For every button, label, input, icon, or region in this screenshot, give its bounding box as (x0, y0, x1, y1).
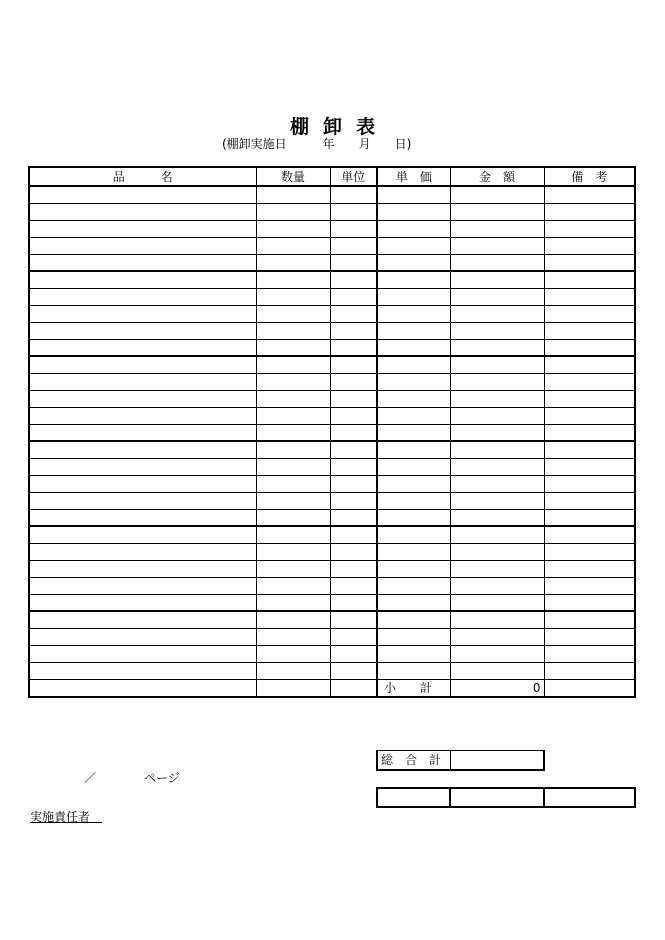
cell-unit-price[interactable] (377, 203, 450, 220)
cell-unit-price[interactable] (377, 186, 450, 203)
table-row (29, 373, 635, 390)
cell-unit[interactable] (330, 441, 377, 458)
subtotal-label: 小 計 (377, 679, 450, 697)
cell-unit-price[interactable] (377, 220, 450, 237)
cell-amount[interactable] (450, 441, 544, 458)
cell-amount[interactable] (450, 509, 544, 526)
cell-item-name[interactable] (29, 645, 256, 662)
cell-amount[interactable] (450, 220, 544, 237)
cell-unit-price[interactable] (377, 662, 450, 679)
cell-remarks[interactable] (544, 305, 635, 322)
cell-amount[interactable] (450, 526, 544, 543)
cell-unit-price[interactable] (377, 594, 450, 611)
cell-item-name[interactable] (29, 373, 256, 390)
cell-remarks[interactable] (544, 339, 635, 356)
cell-quantity[interactable] (256, 288, 330, 305)
cell-unit[interactable] (330, 271, 377, 288)
cell-unit-price[interactable] (377, 407, 450, 424)
summary-cell[interactable] (450, 788, 544, 807)
cell-unit-price[interactable] (377, 271, 450, 288)
cell-unit[interactable] (330, 645, 377, 662)
cell-quantity[interactable] (256, 458, 330, 475)
cell-amount[interactable] (450, 271, 544, 288)
cell-amount[interactable] (450, 662, 544, 679)
cell-remarks[interactable] (544, 254, 635, 271)
table-row (29, 339, 635, 356)
cell-unit[interactable] (330, 254, 377, 271)
cell-remarks[interactable] (544, 373, 635, 390)
table-row (29, 458, 635, 475)
table-row (29, 305, 635, 322)
cell-amount[interactable] (450, 611, 544, 628)
cell-item-name[interactable] (29, 322, 256, 339)
cell-quantity[interactable] (256, 186, 330, 203)
cell-unit[interactable] (330, 628, 377, 645)
table-row (29, 220, 635, 237)
cell-unit[interactable] (330, 560, 377, 577)
grand-total-table (376, 750, 545, 771)
table-row (29, 203, 635, 220)
table-row (29, 492, 635, 509)
cell-unit-price[interactable] (377, 492, 450, 509)
summary-cell[interactable] (544, 788, 635, 807)
cell-quantity[interactable] (256, 322, 330, 339)
table-row (29, 441, 635, 458)
cell-unit-price[interactable] (377, 322, 450, 339)
subtotal-value: 0 (450, 679, 544, 697)
cell-quantity[interactable] (256, 339, 330, 356)
page-number: ／ ページ (84, 771, 180, 785)
cell-amount[interactable] (450, 186, 544, 203)
cell-unit-price[interactable] (377, 475, 450, 492)
cell-item-name[interactable] (29, 543, 256, 560)
cell-unit[interactable] (330, 679, 377, 697)
responsible-person-label: 実施責任者 (30, 810, 103, 824)
table-row (29, 509, 635, 526)
cell-amount[interactable] (450, 577, 544, 594)
cell-amount[interactable] (450, 390, 544, 407)
cell-remarks[interactable] (544, 390, 635, 407)
cell-unit[interactable] (330, 373, 377, 390)
cell-remarks[interactable] (544, 475, 635, 492)
cell-unit-price[interactable] (377, 458, 450, 475)
inventory-date: (棚卸実施日 年 月 日) (222, 137, 412, 151)
cell-unit-price[interactable] (377, 441, 450, 458)
cell-unit[interactable] (330, 356, 377, 373)
cell-item-name[interactable] (29, 271, 256, 288)
cell-remarks[interactable] (544, 458, 635, 475)
cell-unit[interactable] (330, 509, 377, 526)
cell-item-name[interactable] (29, 492, 256, 509)
cell-quantity[interactable] (256, 254, 330, 271)
cell-unit-price[interactable] (377, 611, 450, 628)
cell-unit[interactable] (330, 475, 377, 492)
cell-unit-price[interactable] (377, 254, 450, 271)
cell-amount[interactable] (450, 560, 544, 577)
cell-remarks[interactable] (544, 526, 635, 543)
cell-remarks[interactable] (544, 424, 635, 441)
cell-quantity[interactable] (256, 577, 330, 594)
cell-quantity[interactable] (256, 594, 330, 611)
cell-quantity[interactable] (256, 475, 330, 492)
cell-unit[interactable] (330, 305, 377, 322)
cell-item-name[interactable] (29, 424, 256, 441)
cell-unit[interactable] (330, 594, 377, 611)
table-row (29, 594, 635, 611)
cell-amount[interactable] (450, 458, 544, 475)
cell-amount[interactable] (450, 237, 544, 254)
cell-amount[interactable] (450, 424, 544, 441)
cell-amount[interactable] (450, 407, 544, 424)
cell-amount[interactable] (450, 203, 544, 220)
table-row (29, 543, 635, 560)
cell-unit-price[interactable] (377, 543, 450, 560)
cell-unit[interactable] (330, 322, 377, 339)
cell-quantity[interactable] (256, 441, 330, 458)
cell-amount[interactable] (450, 492, 544, 509)
table-row (29, 356, 635, 373)
cell-unit-price[interactable] (377, 356, 450, 373)
cell-item-name[interactable] (29, 339, 256, 356)
cell-amount[interactable] (450, 254, 544, 271)
cell-unit[interactable] (330, 390, 377, 407)
cell-unit[interactable] (330, 220, 377, 237)
table-row (29, 390, 635, 407)
column-header-remarks: 備 考 (544, 167, 635, 186)
cell-unit-price[interactable] (377, 424, 450, 441)
cell-quantity[interactable] (256, 305, 330, 322)
cell-item-name[interactable] (29, 220, 256, 237)
cell-item-name[interactable] (29, 560, 256, 577)
cell-amount[interactable] (450, 645, 544, 662)
summary-boxes (376, 787, 636, 808)
cell-unit-price[interactable] (377, 339, 450, 356)
table-row (29, 237, 635, 254)
cell-remarks[interactable] (544, 237, 635, 254)
cell-remarks[interactable] (544, 203, 635, 220)
cell-unit-price[interactable] (377, 237, 450, 254)
table-row (29, 288, 635, 305)
cell-unit-price[interactable] (377, 390, 450, 407)
cell-remarks[interactable] (544, 577, 635, 594)
cell-remarks[interactable] (544, 543, 635, 560)
cell-unit-price[interactable] (377, 577, 450, 594)
cell-amount[interactable] (450, 594, 544, 611)
cell-unit-price[interactable] (377, 373, 450, 390)
cell-unit[interactable] (330, 203, 377, 220)
cell-quantity[interactable] (256, 407, 330, 424)
cell-quantity[interactable] (256, 237, 330, 254)
table-row (29, 186, 635, 203)
cell-unit[interactable] (330, 458, 377, 475)
cell-quantity[interactable] (256, 492, 330, 509)
column-header-amount: 金 額 (450, 167, 544, 186)
cell-amount[interactable] (450, 475, 544, 492)
cell-item-name[interactable] (29, 662, 256, 679)
cell-item-name[interactable] (29, 390, 256, 407)
cell-unit[interactable] (330, 186, 377, 203)
table-row (29, 662, 635, 679)
cell-unit[interactable] (330, 492, 377, 509)
cell-unit[interactable] (330, 424, 377, 441)
cell-quantity[interactable] (256, 679, 330, 697)
table-row (29, 322, 635, 339)
cell-item-name[interactable] (29, 679, 256, 697)
cell-remarks[interactable] (544, 356, 635, 373)
table-row (29, 424, 635, 441)
cell-amount[interactable] (450, 373, 544, 390)
cell-amount[interactable] (450, 288, 544, 305)
cell-quantity[interactable] (256, 560, 330, 577)
cell-quantity[interactable] (256, 543, 330, 560)
table-row (29, 577, 635, 594)
cell-quantity[interactable] (256, 390, 330, 407)
cell-item-name[interactable] (29, 509, 256, 526)
table-row (29, 679, 635, 697)
cell-quantity[interactable] (256, 220, 330, 237)
cell-item-name[interactable] (29, 186, 256, 203)
table-row (29, 611, 635, 628)
grand-total-label: 総 合 計 (377, 751, 450, 770)
cell-amount[interactable] (450, 628, 544, 645)
table-row (29, 475, 635, 492)
column-header-quantity: 数量 (256, 167, 330, 186)
table-header-row (29, 167, 635, 186)
cell-remarks[interactable] (544, 288, 635, 305)
cell-item-name[interactable] (29, 305, 256, 322)
cell-remarks[interactable] (544, 492, 635, 509)
table-row (29, 645, 635, 662)
cell-quantity[interactable] (256, 203, 330, 220)
cell-amount[interactable] (450, 356, 544, 373)
cell-quantity[interactable] (256, 271, 330, 288)
column-header-unit: 単位 (330, 167, 377, 186)
cell-quantity[interactable] (256, 373, 330, 390)
cell-item-name[interactable] (29, 407, 256, 424)
cell-remarks[interactable] (544, 662, 635, 679)
cell-item-name[interactable] (29, 288, 256, 305)
cell-remarks[interactable] (544, 441, 635, 458)
table-row (29, 526, 635, 543)
cell-amount[interactable] (450, 339, 544, 356)
cell-unit[interactable] (330, 662, 377, 679)
table-row (29, 271, 635, 288)
cell-remarks[interactable] (544, 220, 635, 237)
cell-quantity[interactable] (256, 526, 330, 543)
cell-item-name[interactable] (29, 594, 256, 611)
cell-amount[interactable] (450, 305, 544, 322)
cell-item-name[interactable] (29, 526, 256, 543)
cell-unit-price[interactable] (377, 645, 450, 662)
table-row (29, 407, 635, 424)
cell-quantity[interactable] (256, 628, 330, 645)
cell-quantity[interactable] (256, 611, 330, 628)
cell-quantity[interactable] (256, 662, 330, 679)
cell-remarks[interactable] (544, 271, 635, 288)
cell-unit[interactable] (330, 526, 377, 543)
cell-remarks[interactable] (544, 594, 635, 611)
cell-unit-price[interactable] (377, 288, 450, 305)
cell-amount[interactable] (450, 322, 544, 339)
cell-amount[interactable] (450, 543, 544, 560)
cell-remarks[interactable] (544, 611, 635, 628)
cell-unit-price[interactable] (377, 628, 450, 645)
cell-remarks[interactable] (544, 322, 635, 339)
summary-cell[interactable] (377, 788, 450, 807)
table-row (29, 560, 635, 577)
cell-remarks[interactable] (544, 509, 635, 526)
cell-unit-price[interactable] (377, 305, 450, 322)
cell-item-name[interactable] (29, 356, 256, 373)
cell-unit[interactable] (330, 543, 377, 560)
cell-remarks[interactable] (544, 628, 635, 645)
cell-unit[interactable] (330, 611, 377, 628)
cell-item-name[interactable] (29, 475, 256, 492)
cell-unit[interactable] (330, 288, 377, 305)
cell-unit[interactable] (330, 237, 377, 254)
cell-unit-price[interactable] (377, 560, 450, 577)
table-row (29, 628, 635, 645)
grand-total-value[interactable] (450, 751, 544, 770)
cell-unit-price[interactable] (377, 526, 450, 543)
table-row (29, 254, 635, 271)
cell-remarks[interactable] (544, 407, 635, 424)
cell-item-name[interactable] (29, 611, 256, 628)
cell-remarks[interactable] (544, 186, 635, 203)
document-title: 棚卸表 (289, 116, 389, 138)
cell-item-name[interactable] (29, 577, 256, 594)
cell-quantity[interactable] (256, 356, 330, 373)
cell-unit-price[interactable] (377, 509, 450, 526)
cell-item-name[interactable] (29, 203, 256, 220)
cell-item-name[interactable] (29, 254, 256, 271)
cell-remarks[interactable] (544, 560, 635, 577)
inventory-table (28, 166, 636, 698)
cell-unit[interactable] (330, 577, 377, 594)
cell-item-name[interactable] (29, 458, 256, 475)
cell-quantity[interactable] (256, 509, 330, 526)
cell-remarks[interactable] (544, 679, 635, 697)
cell-item-name[interactable] (29, 237, 256, 254)
column-header-item-name: 品 名 (29, 167, 256, 186)
column-header-unit-price: 単 価 (377, 167, 450, 186)
cell-unit[interactable] (330, 339, 377, 356)
cell-remarks[interactable] (544, 645, 635, 662)
cell-quantity[interactable] (256, 645, 330, 662)
cell-quantity[interactable] (256, 424, 330, 441)
cell-unit[interactable] (330, 407, 377, 424)
table-body (29, 186, 635, 697)
cell-item-name[interactable] (29, 628, 256, 645)
cell-item-name[interactable] (29, 441, 256, 458)
